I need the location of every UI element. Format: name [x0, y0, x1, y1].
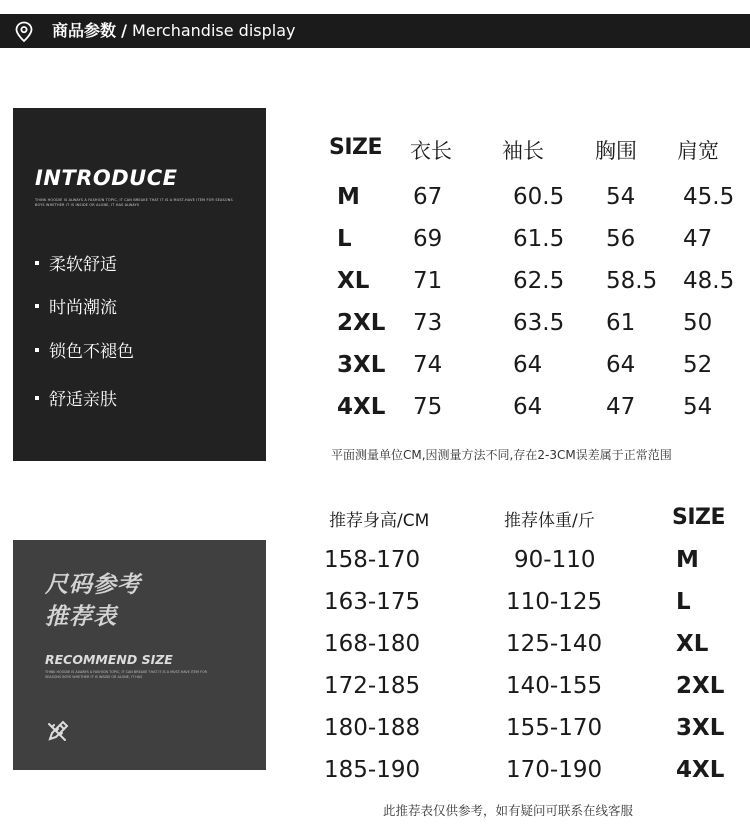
recommend-header-height: 推荐身高/CM: [329, 511, 430, 531]
header-title-en: Merchandise display: [132, 21, 296, 40]
measure-cell: 64: [606, 352, 636, 378]
feature-label: 时尚潮流: [49, 298, 117, 318]
measure-cell: 56: [606, 226, 636, 252]
recommend-note: 此推荐表仅供参考，如有疑问可联系在线客服: [383, 803, 634, 818]
recommend-small-text: THINK HOODIE IS ALWAYS A FASHION TOPIC, IT CAN BREAKE THAT IT IS A MUST-HAVE ITEM FOR SEASONS BOYS WHETHER IT IS INSIDE OR ALONE, IT HAS: [45, 670, 208, 679]
measure-cell: 69: [413, 226, 443, 252]
measure-header-size: SIZE: [329, 135, 383, 160]
recommend-cell-weight: 140-155: [506, 673, 603, 699]
recommend-cell-size: XL: [676, 631, 709, 657]
recommend-cell-height: 158-170: [324, 547, 421, 573]
intro-title: INTRODUCE: [35, 166, 178, 190]
measure-cell: 64: [513, 394, 543, 420]
pencil-ruler-icon: [45, 718, 71, 744]
feature-label: 锁色不褪色: [49, 342, 134, 362]
header-title-cn: 商品参数: [52, 21, 117, 40]
recommend-title-en: RECOMMEND SIZE: [45, 652, 173, 667]
recommend-cell-size: 4XL: [676, 757, 725, 783]
recommend-header-weight: 推荐体重/斤: [504, 511, 595, 531]
measure-cell: 61: [606, 310, 636, 336]
measure-cell: 61.5: [513, 226, 565, 252]
measure-cell: 64: [513, 352, 543, 378]
measure-cell: 54: [606, 184, 636, 210]
recommend-panel: [13, 540, 266, 770]
feature-label: 舒适亲肤: [49, 390, 117, 410]
intro-small-text: THINK HOODIE IS ALWAYS A FASHION TOPIC, IT CAN BREAKE THAT IT IS A MUST-HAVE ITEM FOR SEASONS BOYS WHETHER IT IS INSIDE OR ALONE, IT HAS ALWAYS: [35, 198, 233, 207]
measure-cell-size: 3XL: [337, 352, 386, 378]
recommend-cell-height: 163-175: [324, 589, 421, 615]
bullet-icon: [35, 261, 39, 265]
recommend-cell-size: L: [676, 589, 691, 615]
measure-cell-size: M: [337, 184, 360, 210]
recommend-cell-height: 172-185: [324, 673, 421, 699]
measure-cell-size: 2XL: [337, 310, 386, 336]
measure-cell-size: XL: [337, 268, 370, 294]
measure-cell: 45.5: [683, 184, 735, 210]
recommend-title-line2: 推荐表: [45, 604, 117, 630]
bullet-icon: [35, 304, 39, 308]
measure-cell: 63.5: [513, 310, 565, 336]
measure-cell: 47: [606, 394, 636, 420]
recommend-cell-weight: 90-110: [514, 547, 596, 573]
feature-item: [35, 293, 117, 318]
measure-note: 平面测量单位CM,因测量方法不同,存在2-3CM误差属于正常范围: [331, 448, 672, 462]
intro-panel: [13, 108, 266, 461]
header-title: [52, 21, 295, 41]
bullet-icon: [35, 348, 39, 352]
measure-header-length: 衣长: [410, 139, 452, 163]
header-separator: /: [121, 21, 127, 40]
measure-cell: 58.5: [606, 268, 658, 294]
recommend-cell-weight: 155-170: [506, 715, 603, 741]
recommend-cell-size: 3XL: [676, 715, 725, 741]
measure-cell: 62.5: [513, 268, 565, 294]
recommend-cell-height: 185-190: [324, 757, 421, 783]
recommend-cell-size: 2XL: [676, 673, 725, 699]
recommend-cell-weight: 170-190: [506, 757, 603, 783]
recommend-cell-weight: 110-125: [506, 589, 603, 615]
feature-item: [35, 385, 117, 410]
measure-cell: 52: [683, 352, 713, 378]
measure-cell: 50: [683, 310, 713, 336]
location-pin-icon: [14, 21, 34, 43]
measure-header-chest: 胸围: [595, 139, 637, 163]
recommend-cell-height: 168-180: [324, 631, 421, 657]
header-bar: [0, 14, 750, 48]
recommend-title-line1: 尺码参考: [45, 572, 141, 598]
measure-cell: 48.5: [683, 268, 735, 294]
measure-cell-size: L: [337, 226, 352, 252]
feature-item: [35, 337, 134, 362]
measure-cell: 75: [413, 394, 443, 420]
measure-cell: 67: [413, 184, 443, 210]
measure-header-sleeve: 袖长: [502, 139, 544, 163]
recommend-cell-size: M: [676, 547, 699, 573]
measure-cell: 71: [413, 268, 443, 294]
bullet-icon: [35, 396, 39, 400]
recommend-cell-weight: 125-140: [506, 631, 603, 657]
feature-label: 柔软舒适: [49, 255, 117, 275]
measure-header-shoulder: 肩宽: [677, 139, 719, 163]
measure-cell: 73: [413, 310, 443, 336]
feature-item: [35, 250, 117, 275]
measure-cell: 60.5: [513, 184, 565, 210]
recommend-cell-height: 180-188: [324, 715, 421, 741]
measure-cell: 74: [413, 352, 443, 378]
measure-cell: 54: [683, 394, 713, 420]
measure-cell-size: 4XL: [337, 394, 386, 420]
recommend-header-size: SIZE: [672, 505, 726, 530]
measure-cell: 47: [683, 226, 713, 252]
